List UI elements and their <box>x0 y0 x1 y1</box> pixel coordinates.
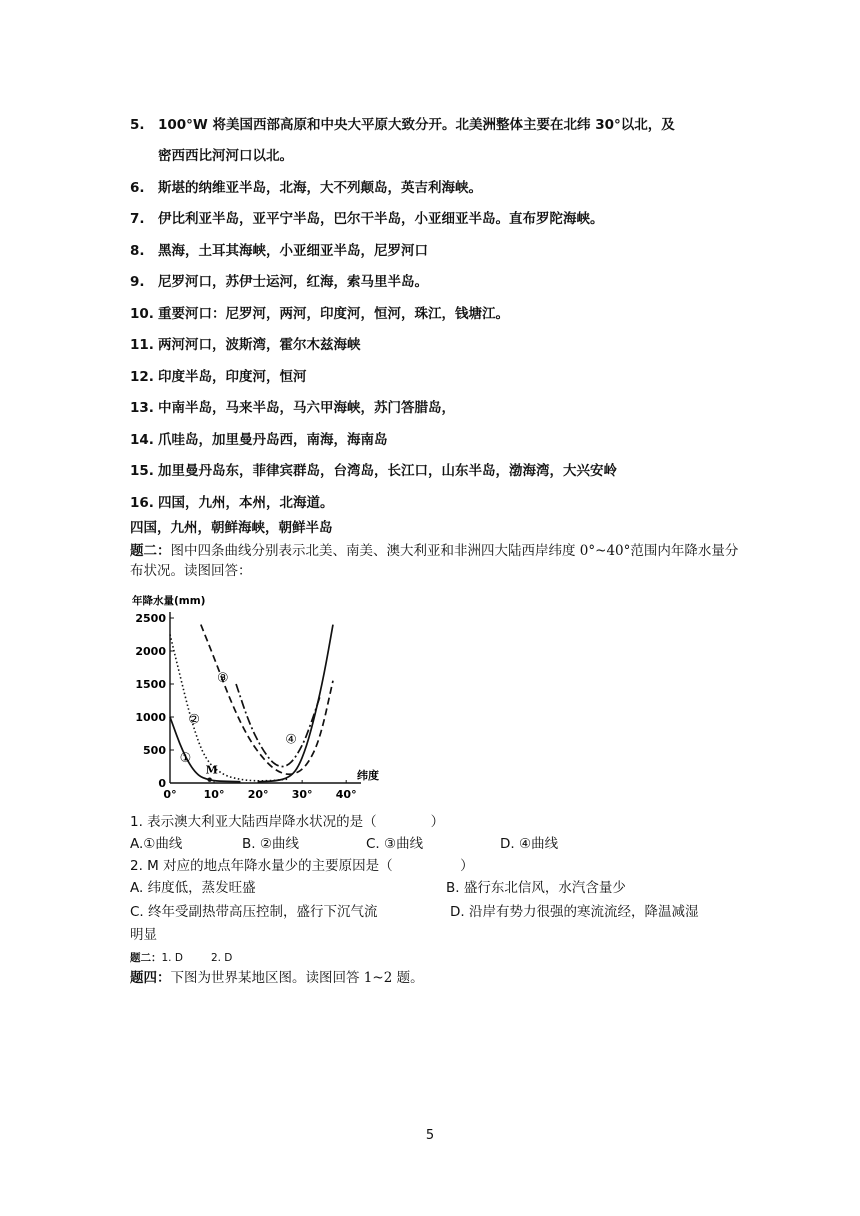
item-text: 印度半岛，印度河，恒河 <box>158 368 307 385</box>
list-item <box>130 398 740 418</box>
section-4-text: 下图为世界某地区图。读图回答 1~2 题。 <box>170 970 424 986</box>
item-text: 斯堪的纳维亚半岛，北海，大不列颠岛，英吉利海峡。 <box>158 179 482 196</box>
section-2-heading: 题二： <box>130 543 171 559</box>
list-item <box>130 430 740 450</box>
question-2: 2. M 对应的地点年降水量少的主要原因是（ ） <box>130 858 474 874</box>
item-number: 6. <box>130 179 145 196</box>
series-label: ④ <box>285 732 297 748</box>
item-text: 爪哇岛，加里曼丹岛西，南海，海南岛 <box>158 431 388 448</box>
precipitation-chart <box>130 590 388 802</box>
list-item <box>130 209 740 229</box>
answer-1: 1. D <box>161 952 183 964</box>
item-text-continuation: 密西西比河河口以北。 <box>158 148 293 164</box>
item-text: 两河河口，波斯湾，霍尔木兹海峡 <box>158 337 361 353</box>
q1-option-a: A.①曲线 <box>130 836 183 852</box>
series-label: ② <box>188 712 201 728</box>
list-item <box>130 115 740 166</box>
y-axis-label: 年降水量(mm) <box>132 595 206 607</box>
item-number: 11. <box>130 337 154 353</box>
list-item <box>130 241 740 261</box>
q2-option-d-continuation: 明显 <box>130 927 157 943</box>
item-number: 7. <box>130 211 145 227</box>
answers-line <box>130 947 232 968</box>
item-text: 伊比利亚半岛，亚平宁半岛，巴尔干半岛，小亚细亚半岛。直布罗陀海峡。 <box>158 211 604 227</box>
point-m-label: M <box>205 763 218 777</box>
list-item <box>130 304 740 324</box>
page-number: 5 <box>425 1128 435 1143</box>
q1-option-b: B. ②曲线 <box>242 836 299 852</box>
item-text <box>158 115 740 166</box>
section-4-intro <box>130 968 424 988</box>
numbered-list <box>130 115 740 524</box>
list-item <box>130 367 740 387</box>
chart-svg <box>130 590 388 802</box>
item-text-line: 100°W 将美国西部高原和中央大平原大致分开。北美洲整体主要在北纬 30°以北，及 <box>158 117 675 133</box>
point-m-marker <box>207 778 211 782</box>
section-4-heading: 题四： <box>130 970 171 986</box>
y-tick-label: 0 <box>158 777 166 790</box>
list-item <box>130 461 740 481</box>
x-tick-label: 30° <box>291 788 313 801</box>
q1-option-c: C. ③曲线 <box>366 836 424 852</box>
list-item <box>130 335 740 355</box>
item-text: 中南半岛，马来半岛，马六甲海峡，苏门答腊岛， <box>158 400 455 416</box>
section-2-text: 图中四条曲线分别表示北美、南美、澳大利亚和非洲四大陆西岸纬度 0°~40°范围内年降水量分布状况。读图回答： <box>130 543 739 579</box>
list-item <box>130 178 740 198</box>
y-tick-label: 2500 <box>135 612 166 625</box>
q2-option-d: D. 沿岸有势力很强的寒流流经，降温减湿 <box>450 904 699 920</box>
item-number: 15. <box>130 463 154 479</box>
item-number: 16. <box>130 494 154 511</box>
item-number: 14. <box>130 431 154 448</box>
y-tick-label: 1500 <box>135 678 166 691</box>
q2-option-b: B. 盛行东北信风，水汽含量少 <box>446 880 626 896</box>
question-1: 1. 表示澳大利亚大陆西岸降水状况的是（ ） <box>130 814 445 830</box>
x-tick-label: 10° <box>203 788 225 801</box>
list-item <box>130 272 740 292</box>
item-text: 尼罗河口，苏伊士运河，红海，索马里半岛。 <box>158 274 428 290</box>
series-label: ① <box>179 750 192 766</box>
item-text: 加里曼丹岛东，菲律宾群岛，台湾岛，长江口，山东半岛，渤海湾，大兴安岭 <box>158 463 617 479</box>
x-axis-label: 纬度 <box>357 769 379 782</box>
q2-option-a: A. 纬度低，蒸发旺盛 <box>130 880 256 896</box>
item-number: 13. <box>130 400 154 416</box>
answers-heading: 题二： <box>130 952 162 964</box>
item-number: 10. <box>130 305 154 322</box>
item-number: 5. <box>130 117 145 133</box>
q2-option-c: C. 终年受副热带高压控制，盛行下沉气流 <box>130 904 378 920</box>
q1-option-d: D. ④曲线 <box>500 836 559 852</box>
series-label: ③ <box>217 671 229 687</box>
item-number: 12. <box>130 368 154 385</box>
y-tick-label: 1000 <box>135 711 166 724</box>
series-line-4 <box>236 684 320 767</box>
list-item <box>130 493 740 513</box>
item-number: 9. <box>130 274 145 290</box>
after-list-line: 四国，九州，朝鲜海峡，朝鲜半岛 <box>130 520 333 536</box>
x-tick-label: 40° <box>335 788 357 801</box>
section-2-intro <box>130 541 740 581</box>
item-text: 黑海，土耳其海峡，小亚细亚半岛，尼罗河口 <box>158 242 428 259</box>
item-text: 四国，九州，本州，北海道。 <box>158 494 334 511</box>
x-tick-label: 0° <box>163 788 177 801</box>
item-number: 8. <box>130 242 145 259</box>
y-tick-label: 500 <box>143 744 166 757</box>
item-text: 重要河口：尼罗河，两河，印度河，恒河，珠江，钱塘江。 <box>158 305 509 322</box>
y-tick-label: 2000 <box>135 645 166 658</box>
x-tick-label: 20° <box>247 788 269 801</box>
answer-2: 2. D <box>210 952 233 964</box>
series-line-3 <box>201 625 333 775</box>
